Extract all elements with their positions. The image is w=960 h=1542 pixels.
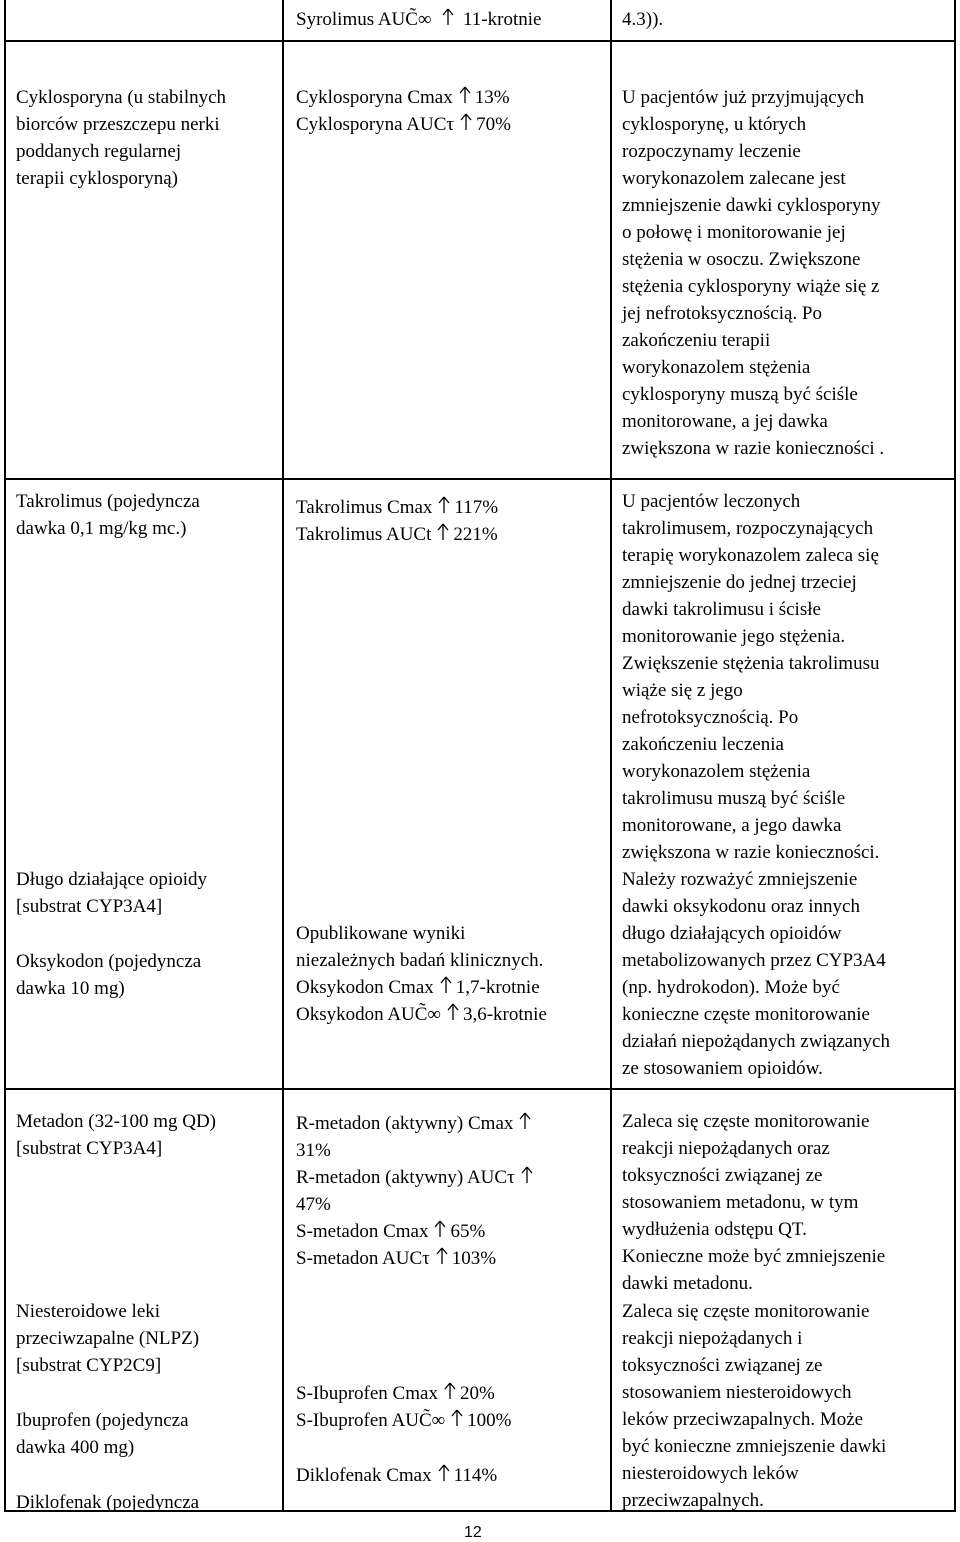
- drug-cell-takrolimus: [16, 488, 200, 542]
- text-line: U pacjentów leczonych: [622, 491, 801, 512]
- effect-cell-ibuprofen: [296, 1380, 512, 1489]
- text-line: monitorowane, a jego dawka: [622, 815, 842, 836]
- text-line: Opublikowane wyniki: [296, 923, 466, 944]
- effect-cell-metadon: [296, 1110, 537, 1272]
- text-line: Zaleca się częste monitorowanie: [622, 1111, 870, 1132]
- effect-line: Oksykodon AUC̃∞ 3,6-krotnie: [296, 1004, 547, 1025]
- arrow-up-icon: [434, 1220, 446, 1238]
- text-line: jej nefrotoksycznością. Po: [622, 303, 822, 324]
- text-line: o połowę i monitorowanie jej: [622, 222, 846, 243]
- text-line: działań niepożądanych związanych: [622, 1031, 890, 1052]
- effect-line: Takrolimus AUCt 221%: [296, 524, 498, 545]
- effect-line: S-Ibuprofen AUC̃∞ 100%: [296, 1410, 512, 1431]
- drug-cell-opioidy: [16, 866, 207, 1002]
- effect-line: S-metadon Cmax 65%: [296, 1221, 486, 1242]
- text-line: Długo działające opioidy: [16, 869, 207, 890]
- text-line: Ibuprofen (pojedyncza: [16, 1410, 189, 1431]
- arrow-up-icon: [521, 1166, 533, 1184]
- effect-cell-oksykodon: [296, 920, 547, 1028]
- text-line: zmniejszenie do jednej trzeciej: [622, 572, 857, 593]
- text-line: poddanych regularnej: [16, 141, 182, 162]
- text-line: terapię worykonazolem zaleca się: [622, 545, 879, 566]
- text-line: leków przeciwzapalnych. Może: [622, 1409, 864, 1430]
- text-line: długo działających opioidów: [622, 923, 842, 944]
- row-divider: [4, 1088, 956, 1090]
- arrow-up-icon: [447, 1003, 459, 1021]
- effect-line: Cyklosporyna Cmax 13%: [296, 87, 510, 108]
- text-line: zmniejszenie dawki cyklosporyny: [622, 195, 881, 216]
- text-line: monitorowanie jego stężenia.: [622, 626, 846, 647]
- text-line: niezależnych badań klinicznych.: [296, 950, 544, 971]
- text-line: worykonazolem stężenia: [622, 357, 811, 378]
- text-line: Konieczne może być zmniejszenie: [622, 1246, 886, 1267]
- text-line: [substrat CYP2C9]: [16, 1355, 162, 1376]
- text-line: stosowaniem metadonu, w tym: [622, 1192, 859, 1213]
- text-line: cyklosporyny muszą być ściśle: [622, 384, 858, 405]
- text-line: dawka 10 mg): [16, 978, 125, 999]
- text-line: być konieczne zmniejszenie dawki: [622, 1436, 887, 1457]
- recommendation-cell-metadon: [622, 1108, 885, 1297]
- effect-line: 47%: [296, 1194, 331, 1215]
- text-line: wiąże się z jego: [622, 680, 743, 701]
- recommendation-cell-nlpz: [622, 1298, 886, 1514]
- arrow-up-icon: [442, 8, 454, 26]
- text-line: U pacjentów już przyjmujących: [622, 87, 865, 108]
- effect-cell-cyklosporyna: [296, 84, 511, 138]
- text-line: Takrolimus (pojedyncza: [16, 491, 200, 512]
- text-line: Metadon (32-100 mg QD): [16, 1111, 216, 1132]
- table-col-divider-2: [610, 0, 612, 1512]
- text-line: Diklofenak (pojedyncza: [16, 1492, 200, 1513]
- arrow-up-icon: [440, 976, 452, 994]
- drug-cell-cyklosporyna: [16, 84, 226, 192]
- text-line: stężenia w osoczu. Zwiększone: [622, 249, 861, 270]
- text-line: rozpoczynamy leczenie: [622, 141, 801, 162]
- arrow-up-icon: [459, 86, 471, 104]
- text-line: niesteroidowych leków: [622, 1463, 799, 1484]
- text-line: worykonazolem stężenia: [622, 761, 811, 782]
- text-line: wydłużenia odstępu QT.: [622, 1219, 807, 1240]
- syrolimus-auc-value: 11-krotnie: [463, 9, 542, 30]
- arrow-up-icon: [451, 1409, 463, 1427]
- text-line: zakończeniu leczenia: [622, 734, 784, 755]
- effect-line: S-Ibuprofen Cmax 20%: [296, 1383, 495, 1404]
- text-line: takrolimusu muszą być ściśle: [622, 788, 846, 809]
- drug-cell-metadon: [16, 1108, 216, 1162]
- text-line: takrolimusem, rozpoczynających: [622, 518, 874, 539]
- text-line: nefrotoksycznością. Po: [622, 707, 799, 728]
- text-line: stosowaniem niesteroidowych: [622, 1382, 852, 1403]
- text-line: reakcji niepożądanych i: [622, 1328, 803, 1349]
- text-line: dawki metadonu.: [622, 1273, 753, 1294]
- recommendation-cell-oksykodon: [622, 866, 890, 1082]
- effect-line: 31%: [296, 1140, 331, 1161]
- text-line: toksyczności związanej ze: [622, 1355, 823, 1376]
- arrow-up-icon: [519, 1112, 531, 1130]
- effect-line: R-metadon (aktywny) AUCτ: [296, 1164, 537, 1191]
- text-line: worykonazolem zalecane jest: [622, 168, 846, 189]
- text-line: zakończeniu terapii: [622, 330, 771, 351]
- effect-line: Diklofenak Cmax 114%: [296, 1465, 498, 1486]
- text-line: Niesteroidowe leki: [16, 1301, 161, 1322]
- text-line: dawki oksykodonu oraz innych: [622, 896, 860, 917]
- text-line: konieczne częste monitorowanie: [622, 1004, 870, 1025]
- effect-line: Takrolimus Cmax 117%: [296, 497, 499, 518]
- arrow-up-icon: [444, 1382, 456, 1400]
- text-line: reakcji niepożądanych oraz: [622, 1138, 830, 1159]
- arrow-up-icon: [438, 496, 450, 514]
- text-line: [substrat CYP3A4]: [16, 1138, 163, 1159]
- text-line: Oksykodon (pojedyncza: [16, 951, 202, 972]
- text-line: stężenia cyklosporyny wiąże się z: [622, 276, 880, 297]
- section-ref: 4.3)).: [622, 9, 664, 30]
- recommendation-cell-cyklosporyna: [622, 84, 884, 462]
- text-line: ze stosowaniem opioidów.: [622, 1058, 823, 1079]
- text-line: terapii cyklosporyną): [16, 168, 178, 189]
- text-line: przeciwzapalnych.: [622, 1490, 764, 1511]
- text-line: Należy rozważyć zmniejszenie: [622, 869, 858, 890]
- text-line: metabolizowanych przez CYP3A4: [622, 950, 886, 971]
- table-border-right: [954, 0, 956, 1512]
- recommendation-cell-takrolimus: [622, 488, 879, 866]
- effect-line: Cyklosporyna AUCτ 70%: [296, 114, 511, 135]
- text-line: Cyklosporyna (u stabilnych: [16, 87, 227, 108]
- effect-cell-takrolimus: [296, 494, 498, 548]
- text-line: toksyczności związanej ze: [622, 1165, 823, 1186]
- page-number: 12: [464, 1524, 482, 1541]
- arrow-up-icon: [438, 1464, 450, 1482]
- text-line: biorców przeszczepu nerki: [16, 114, 220, 135]
- text-line: zwiększona w razie konieczności .: [622, 438, 885, 459]
- effect-line: R-metadon (aktywny) Cmax: [296, 1110, 537, 1137]
- drug-cell-nlpz: [16, 1298, 199, 1516]
- table-border-left: [4, 0, 6, 1512]
- text-line: dawki takrolimusu i ścisłe: [622, 599, 821, 620]
- table-col-divider-1: [282, 0, 284, 1512]
- text-line: dawka 400 mg): [16, 1437, 135, 1458]
- text-line: dawka 0,1 mg/kg mc.): [16, 518, 187, 539]
- text-line: cyklosporynę, u których: [622, 114, 807, 135]
- text-line: monitorowane, a jej dawka: [622, 411, 828, 432]
- syrolimus-auc-label: Syrolimus AUC̃∞: [296, 9, 432, 30]
- text-line: Zaleca się częste monitorowanie: [622, 1301, 870, 1322]
- arrow-up-icon: [460, 113, 472, 131]
- text-line: przeciwzapalne (NLPZ): [16, 1328, 200, 1349]
- table-row-top: [296, 6, 541, 33]
- row-divider: [4, 40, 956, 42]
- row-divider: [4, 478, 956, 480]
- arrow-up-icon: [436, 1247, 448, 1265]
- effect-line: Oksykodon Cmax 1,7-krotnie: [296, 977, 540, 998]
- text-line: (np. hydrokodon). Może być: [622, 977, 840, 998]
- effect-line: S-metadon AUCτ 103%: [296, 1248, 497, 1269]
- arrow-up-icon: [437, 523, 449, 541]
- text-line: [substrat CYP3A4]: [16, 896, 163, 917]
- text-line: zwiększona w razie konieczności.: [622, 842, 880, 863]
- text-line: Zwiększenie stężenia takrolimusu: [622, 653, 880, 674]
